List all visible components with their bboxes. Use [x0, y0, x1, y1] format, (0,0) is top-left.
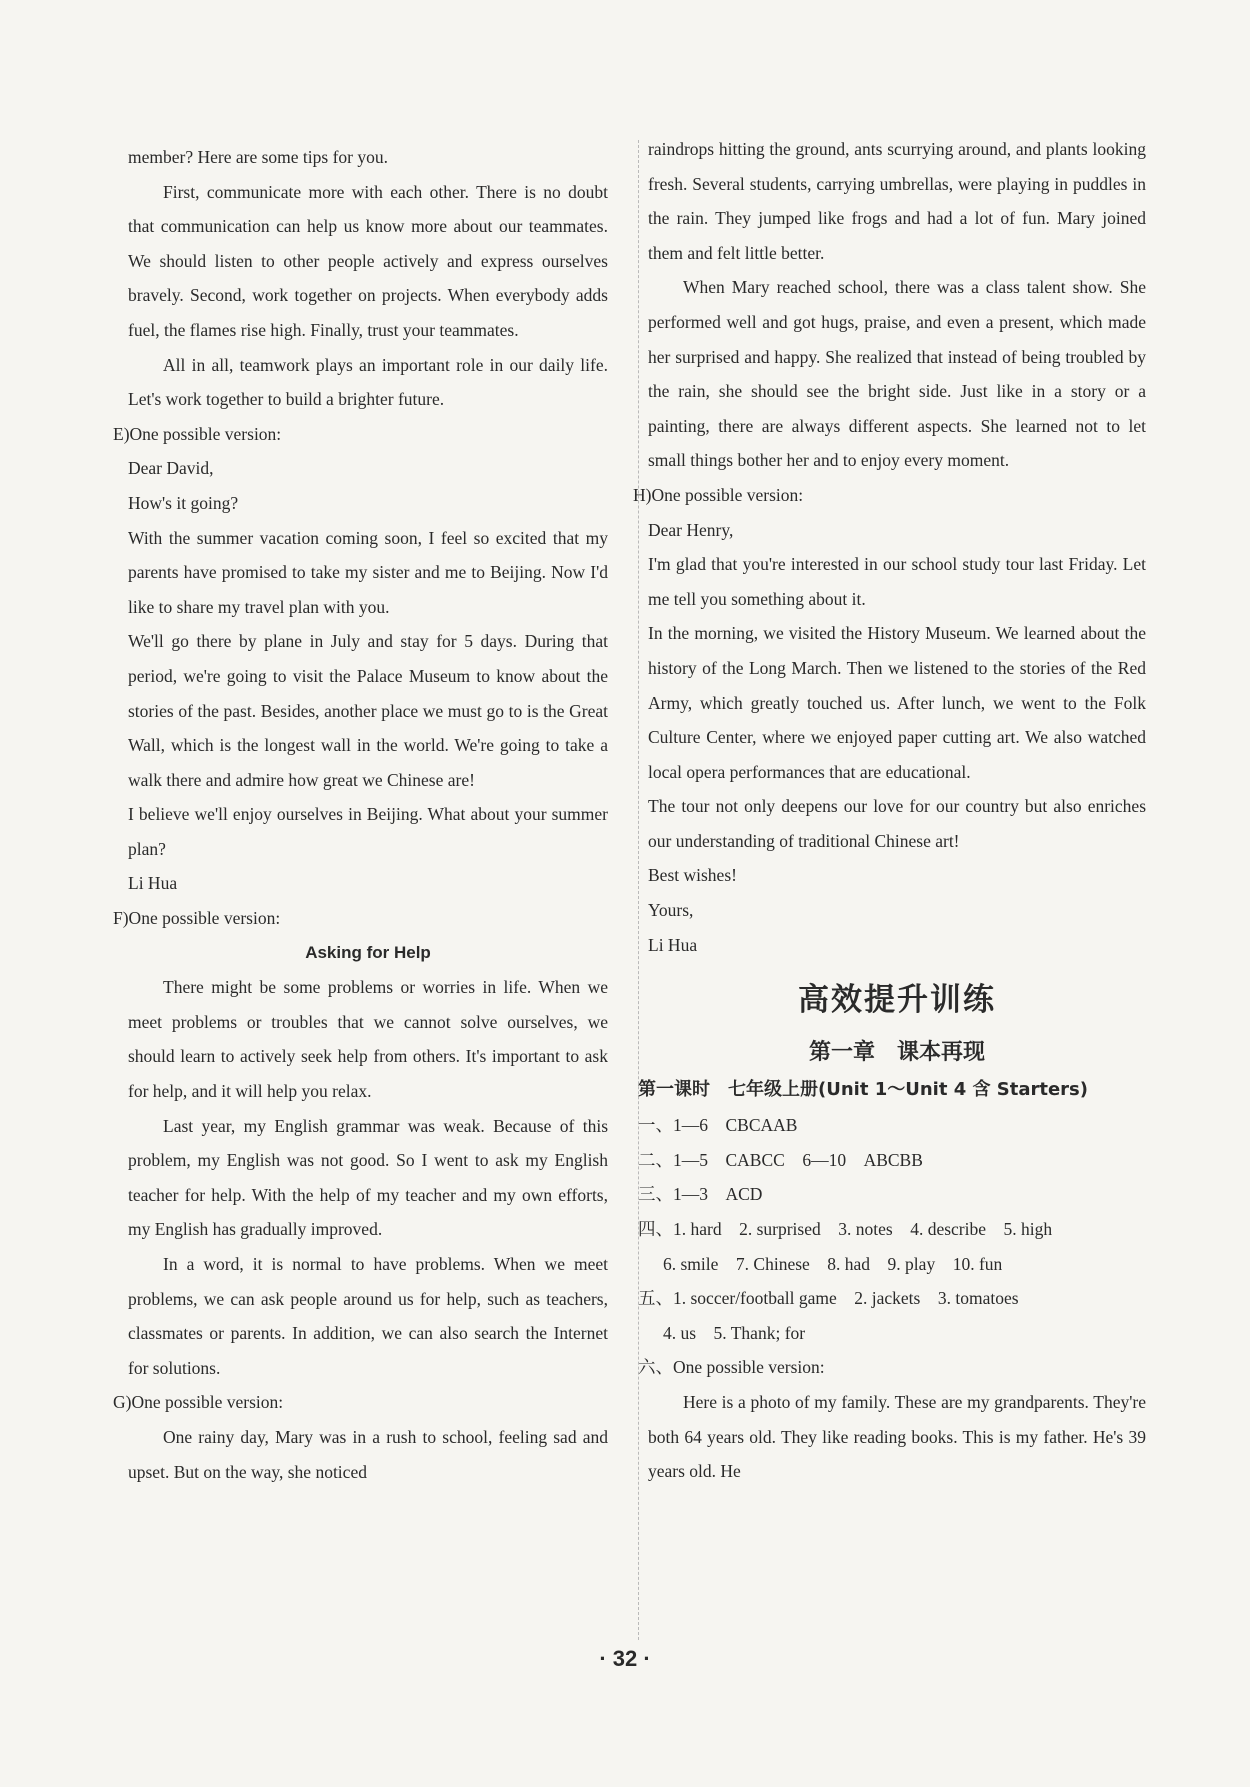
essay-title: Asking for Help	[305, 942, 431, 962]
letter-signature: Li Hua	[128, 873, 178, 894]
left-column	[113, 140, 608, 1489]
chapter-title: 第一章 课本再现	[808, 1039, 985, 1066]
letter-greeting: Dear David,	[128, 458, 214, 479]
letter-line: I'm glad that you're interested in our school study tour last Friday. Let me tell you something about it.	[648, 554, 1146, 609]
letter-line: With the summer vacation coming soon, I feel so excited that my parents have promised to take my sister and me to Beijing. Now I'd like to share my travel plan with you.	[128, 527, 608, 617]
paragraph: One rainy day, Mary was in a rush to school, feeling sad and upset. But on the way, she noticed	[128, 1426, 608, 1482]
answer-line: 二、1—5 CABCC 6—10 ABCBB	[638, 1149, 923, 1170]
paragraph: Last year, my English grammar was weak. Because of this problem, my English was not good. So I went to ask my English teacher for help. With the help of my teacher and my own efforts, my English has gradually improved.	[128, 1115, 608, 1240]
letter-closing: Yours,	[648, 900, 694, 921]
paragraph: In a word, it is normal to have problems. When we meet problems, we can ask people around us for help, such as teachers, classmates or parents. In addition, we can also search the Internet for solutions.	[128, 1254, 608, 1378]
section-label-h: H)One possible version:	[633, 484, 804, 505]
letter-line: The tour not only deepens our love for our country but also enriches our understanding of traditional Chinese art!	[648, 796, 1146, 851]
paragraph: raindrops hitting the ground, ants scurrying around, and plants looking fresh. Several students, carrying umbrellas, were playing in puddles in the rain. They jumped like frogs and had a lot of fun. Mary joined them and felt little better.	[648, 139, 1146, 263]
answer-line: 六、One possible version:	[638, 1357, 825, 1378]
lesson-title: 第一课时 七年级上册(Unit 1～Unit 4 含 Starters)	[638, 1079, 1088, 1101]
paragraph: Here is a photo of my family. These are my grandparents. They're both 64 years old. They like reading books. This is my father. He's 39 years old. He	[648, 1392, 1146, 1482]
letter-line: We'll go there by plane in July and stay for 5 days. During that period, we're going to visit the Palace Museum to know about the stories of the past. Besides, another place we must go to is the Great Wall, which is the longest wall in the world. We're going to take a walk there and admire how great we Chinese are!	[128, 631, 608, 790]
right-column	[633, 132, 1146, 1489]
paragraph: When Mary reached school, there was a class talent show. She performed well and got hugs, praise, and even a present, which made her surprised and happy. She realized that instead of being troubled by the rain, she should see the bright side. Just like in a story or a painting, there are always different aspects. She learned not to let small things bother her and to enjoy every moment.	[648, 277, 1146, 471]
section-label-g: G)One possible version:	[113, 1392, 284, 1413]
section-title: 高效提升训练	[798, 982, 996, 1019]
page-number: · 32 ·	[599, 1646, 651, 1671]
answer-line: 4. us 5. Thank; for	[663, 1322, 806, 1343]
column-divider	[638, 140, 639, 1640]
letter-line: I believe we'll enjoy ourselves in Beijing. What about your summer plan?	[128, 804, 608, 859]
answer-line: 一、1—6 CBCAAB	[638, 1115, 798, 1136]
answer-line: 四、1. hard 2. surprised 3. notes 4. describe 5. high	[638, 1219, 1053, 1240]
paragraph: First, communicate more with each other. There is no doubt that communication can help us know more about our teammates. We should listen to other people actively and express ourselves bravely. Second, work together on projects. When everybody adds fuel, the flames rise high. Finally, trust your teammates.	[128, 181, 608, 340]
letter-line: How's it going?	[128, 492, 239, 513]
answer-line: 五、1. soccer/football game 2. jackets 3. tomatoes	[638, 1288, 1019, 1309]
letter-closing: Best wishes!	[648, 865, 737, 886]
letter-line: In the morning, we visited the History Museum. We learned about the history of the Long March. Then we listened to the stories of the Red Army, which greatly touched us. After lunch, we went to the Folk Culture Center, where we enjoyed paper cutting art. We also watched local opera performances that are educational.	[648, 623, 1146, 782]
answer-line: 6. smile 7. Chinese 8. had 9. play 10. fun	[663, 1253, 1003, 1274]
paragraph: All in all, teamwork plays an important role in our daily life. Let's work together to build a brighter future.	[128, 354, 608, 410]
section-label-e: E)One possible version:	[113, 423, 282, 444]
paragraph: There might be some problems or worries in life. When we meet problems or troubles that we cannot solve ourselves, we should learn to actively seek help from others. It's important to ask for help, and it will help you relax.	[128, 977, 608, 1102]
section-label-f: F)One possible version:	[113, 908, 281, 929]
answer-line: 三、1—3 ACD	[638, 1184, 763, 1205]
letter-greeting: Dear Henry,	[648, 519, 734, 540]
paragraph: member? Here are some tips for you.	[128, 147, 388, 167]
letter-signature: Li Hua	[648, 934, 698, 955]
